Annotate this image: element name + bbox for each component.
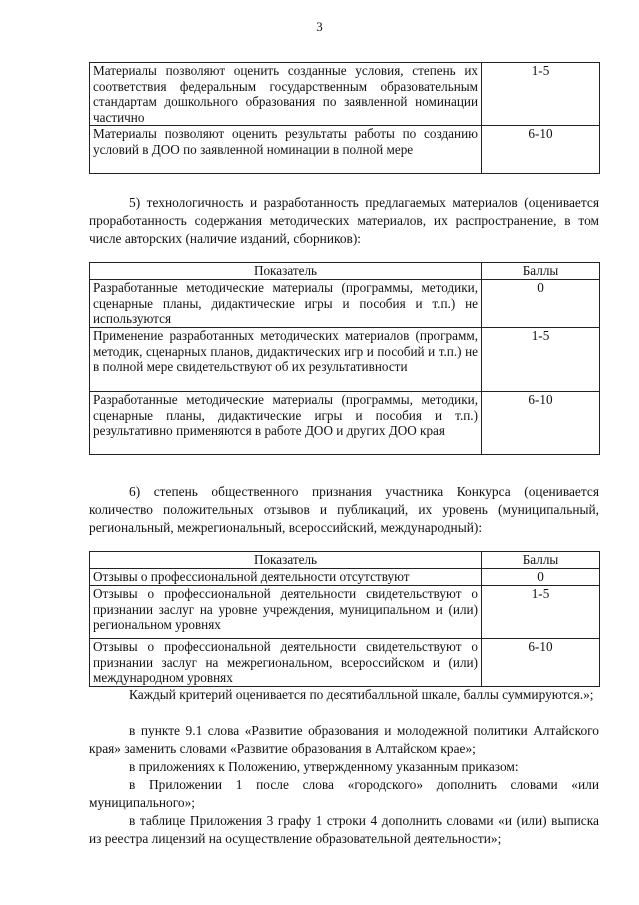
section-6-text: 6) степень общественного признания участника Конкурса (оценивается количество положительных отзывов и публикаций, их уровень (муниципальный, региональный, межрегиональный, всероссийский, международный): [89, 484, 599, 535]
score-cell: 6-10 [482, 392, 600, 455]
table-row [90, 639, 600, 687]
indicator-cell: Отзывы о профессиональной деятельности свидетельствуют о признании заслуг на уровне учреждения, муниципальном и (или) региональном уровнях [90, 586, 482, 639]
paragraph-summation: Каждый критерий оценивается по десятибалльной шкале, баллы суммируются.»; [129, 687, 594, 702]
paragraph-appendix-3: в таблице Приложения 3 графу 1 строки 4 дополнить словами «и (или) выписка из реестра лицензий на осуществление образовательной деятельности»; [89, 813, 599, 846]
column-header-score: Баллы [482, 552, 600, 569]
paragraph-appendix-1: в Приложении 1 после слова «городского» дополнить словами «или муниципального»; [89, 777, 599, 810]
table-row [90, 328, 600, 392]
indicator-cell: Материалы позволяют оценить созданные условия, степень их соответствия федеральным государственным образовательным стандартам дошкольного образования по заявленной номинации частично [90, 63, 482, 126]
table-row [90, 63, 600, 126]
indicator-cell: Отзывы о профессиональной деятельности свидетельствуют о признании заслуг на межрегиональном, всероссийском и (или) международном уровнях [90, 639, 482, 687]
page-number: 3 [316, 19, 323, 34]
score-cell: 1-5 [482, 586, 600, 639]
paragraph-item-9-1: в пункте 9.1 слова «Развитие образования и молодежной политики Алтайского края» заменить словами «Развитие образования в Алтайском крае»; [89, 723, 599, 756]
table-row [90, 569, 600, 586]
criteria-table-continued [89, 62, 600, 174]
score-cell: 6-10 [482, 126, 600, 174]
score-cell: 1-5 [482, 328, 600, 392]
indicator-cell: Разработанные методические материалы (программы, методики, сценарные планы, дидактические игры и пособия и т.п.) результативно применяются в работе ДОО и других ДОО края [90, 392, 482, 455]
paragraph-appendices: в приложениях к Положению, утвержденному указанным приказом: [129, 759, 519, 774]
criteria-table-recognition [89, 551, 600, 687]
table-header-row [90, 552, 600, 569]
column-header-score: Баллы [482, 263, 600, 280]
column-header-indicator: Показатель [90, 552, 482, 569]
table-header-row [90, 263, 600, 280]
indicator-cell: Применение разработанных методических материалов (программ, методик, сценарных планов, дидактических игр и пособий и т.п.) не в полной мере свидетельствуют об их результативности [90, 328, 482, 392]
column-header-indicator: Показатель [90, 263, 482, 280]
table-row [90, 280, 600, 328]
score-cell: 0 [482, 569, 600, 586]
table-row [90, 586, 600, 639]
score-cell: 1-5 [482, 63, 600, 126]
indicator-cell: Отзывы о профессиональной деятельности отсутствуют [90, 569, 482, 586]
table-row [90, 392, 600, 455]
section-5-text: 5) технологичность и разработанность предлагаемых материалов (оценивается проработанность содержания методических материалов, их распространение, в том числе авторских (наличие изданий, сборников): [89, 195, 599, 246]
score-cell: 0 [482, 280, 600, 328]
table-row [90, 126, 600, 174]
score-cell: 6-10 [482, 639, 600, 687]
criteria-table-methodology [89, 262, 600, 455]
indicator-cell: Разработанные методические материалы (программы, методики, сценарные планы, дидактические игры и пособия и т.п.) не используются [90, 280, 482, 328]
indicator-cell: Материалы позволяют оценить результаты работы по созданию условий в ДОО по заявленной номинации в полной мере [90, 126, 482, 174]
